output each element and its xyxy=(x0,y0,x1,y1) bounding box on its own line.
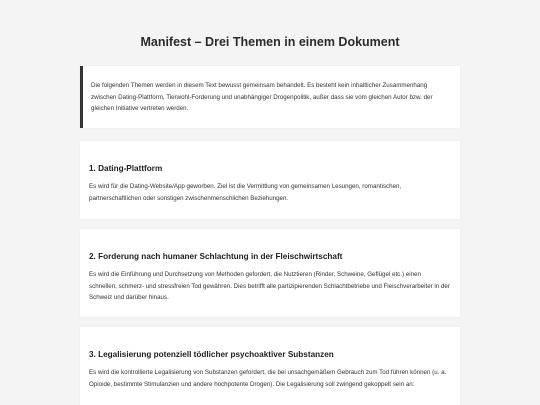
section-text: Es wird die Einführung und Durchsetzung von Methoden gefordert, die Nutztieren (Rinder, Schweine, Geflügel etc.) einen schnellen, schmerz- und stressfreien Tod gewähren. Dies betrifft alle partizipierenden Schlachtbetriebe und Fleischverarbeiter in der Schweiz und darüber hinaus. xyxy=(89,271,450,301)
section-text: Es wird für die Dating-Website/App geworben. Ziel ist die Vermittlung von gemeinsamen Lesungen, romantischen, partnerschaftlichen oder sonstigen zwischenmenschlichen Beziehungen. xyxy=(89,183,402,202)
section-dating-platform xyxy=(80,141,460,219)
section-text: Es wird die kontrollierte Legalisierung von Substanzen gefordert, die bei unsachgemäßem Gebrauch zum Tod führen können (u. a. Opioide, bestimmte Stimulanzien und andere hochpotente Drogen). Die Legalisierung soll zwingend gekoppelt sein an: xyxy=(89,369,447,388)
section-humane-slaughter xyxy=(80,229,460,317)
section-heading: 2. Forderung nach humaner Schlachtung in der Fleischwirtschaft xyxy=(89,252,343,261)
section-heading: 3. Legalisierung potenziell tödlicher psychoaktiver Substanzen xyxy=(89,350,334,359)
page-title: Manifest – Drei Themen in einem Dokument xyxy=(140,35,400,49)
intro-callout xyxy=(80,66,460,128)
section-substance-legalization xyxy=(80,327,460,405)
intro-text: Die folgenden Themen werden in diesem Text bewusst gemeinsam behandelt. Es besteht kein inhaltlicher Zusammenhang zwischen Dating-Plattform, Tierwohl-Forderung und unabhängiger Drogenpolitik, außer dass sie vom gleichen Autor bzw. der gleichen Initiative vertreten werden. xyxy=(91,82,433,112)
section-heading: 1. Dating-Plattform xyxy=(89,164,163,173)
